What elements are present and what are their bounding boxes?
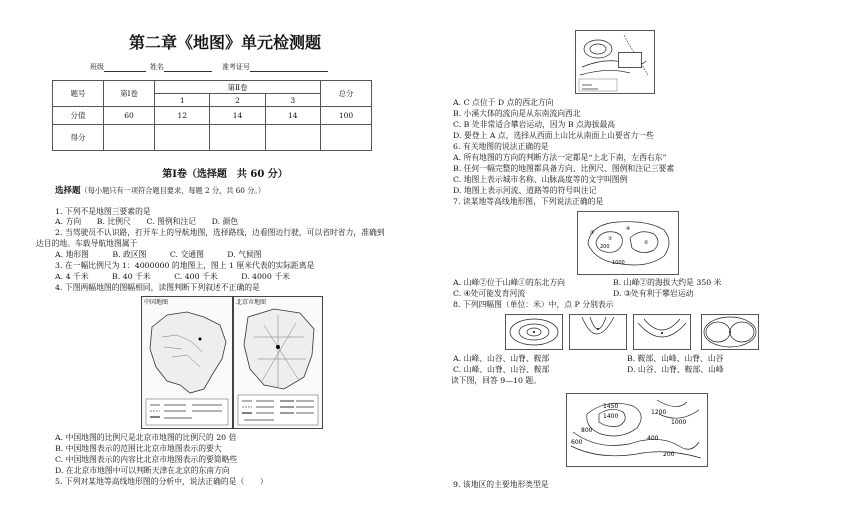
name-field bbox=[150, 62, 212, 72]
q6-option-a: A. 所有地图的方向的判断方法一定都是“上北下南，左西右东” bbox=[453, 153, 667, 162]
q7-option-b: B. 山峰②的海拔大约是 350 米 bbox=[613, 278, 722, 287]
exam-no-blank[interactable] bbox=[250, 63, 328, 72]
q5-option-d: D. 要登上 A 点，选择从西面上山比从南面上山要省力一些 bbox=[453, 131, 654, 140]
q7-option-c: C. ④处可能发育河流 bbox=[453, 289, 526, 298]
q7-label-1000: 1000 bbox=[612, 260, 625, 266]
china-map-drawing bbox=[142, 297, 232, 428]
part2-cell: 第Ⅱ卷 bbox=[155, 81, 321, 94]
q8-option-c: C. 山峰、山脊、山谷、鞍部 bbox=[453, 365, 550, 374]
q5-inset bbox=[618, 52, 642, 68]
exam-no-field bbox=[222, 62, 328, 72]
beijing-map-drawing bbox=[234, 297, 322, 428]
q4-option-a: A. 中国地图的比例尺是北京市地图的比例尺的 20 倍 bbox=[55, 433, 237, 442]
q7-stem: 7. 读某地等高线地形图，下列说法正确的是 bbox=[453, 197, 604, 206]
class-blank[interactable] bbox=[104, 63, 146, 72]
q1-stem: 1. 下列不是地图三要素的是 bbox=[55, 207, 151, 216]
q4-option-d: D. 在北京市地图中可以判断天津在北京的东南方向 bbox=[55, 466, 230, 475]
q4-option-b: B. 中国地图表示的范围比北京市地图表示的要大 bbox=[55, 444, 222, 453]
score-label-cell: 得分 bbox=[53, 125, 104, 151]
q8-option-b: B. 鞍部、山峰、山脊、山谷 bbox=[627, 354, 724, 363]
q8-figure-4-drawing bbox=[702, 315, 758, 349]
q7-label-3: ③ bbox=[590, 230, 595, 236]
q9-contour-figure bbox=[566, 393, 708, 467]
q2-options: A. 地形图 B. 政区图 C. 交通图 D. 气候图 bbox=[55, 250, 262, 259]
china-map-title: 中国地图 bbox=[144, 299, 169, 306]
q1-options: A. 方向 B. 比例尺 C. 图例和注记 D. 颜色 bbox=[55, 217, 239, 226]
contour-label-400: 400 bbox=[647, 435, 659, 442]
q5-stem: 5. 下列对某地等高线地形图的分析中，说法正确的是（ ） bbox=[55, 477, 268, 486]
q9-stem: 9. 该地区的主要地形类型是 bbox=[453, 480, 549, 489]
q2-stem: 2. 当驾驶员不认识路，打开车上的导航地图，选择路线，边看图边行驶，可以省时省力，准确到 bbox=[55, 228, 385, 237]
contour-label-800: 800 bbox=[581, 427, 593, 434]
china-map-figure bbox=[141, 296, 233, 429]
q-label-cell: 题号 bbox=[53, 81, 104, 107]
q4-stem: 4. 下图两幅地图的图幅相同，读图判断下列叙述不正确的是 bbox=[55, 283, 260, 292]
q7-option-a: A. 山峰②位于山峰①的东北方向 bbox=[453, 278, 565, 287]
value-label-cell: 分值 bbox=[53, 107, 104, 125]
q7-contour-drawing bbox=[578, 212, 678, 274]
value-cell-4: 14 bbox=[265, 107, 320, 125]
q6-option-d: D. 地图上表示河流、道路等的符号叫注记 bbox=[453, 186, 597, 195]
intro-rest: （每小题只有一项符合题目要求，每题 2 分，共 60 分。） bbox=[80, 186, 266, 195]
value-cell-5: 100 bbox=[320, 107, 371, 125]
contour-label-1450: 1450 bbox=[603, 403, 619, 410]
q6-option-b: B. 任何一幅完整的地图都具备方向、比例尺、图例和注记三要素 bbox=[453, 164, 675, 173]
q8-stem: 8. 下列四幅图（单位：米）中，点 P 分别表示 bbox=[453, 300, 614, 309]
class-field bbox=[90, 62, 146, 72]
sub-cell-1: 1 bbox=[155, 94, 210, 107]
q8-figure-1-drawing bbox=[506, 315, 562, 349]
page-title: 第二章《地图》单元检测题 bbox=[128, 33, 321, 52]
contour-label-1000: 1000 bbox=[671, 419, 687, 426]
q4-option-c: C. 中国地图表示的内容比北京市地图表示的要简略些 bbox=[55, 455, 238, 464]
q8-figure-1 bbox=[505, 314, 563, 350]
score-input-5[interactable] bbox=[320, 125, 371, 151]
read-instruction: 读下图，回答 9—10 题。 bbox=[451, 376, 542, 385]
q7-label-200: 200 bbox=[600, 244, 610, 250]
sub-cell-2: 2 bbox=[210, 94, 265, 107]
contour-label-200: 200 bbox=[663, 451, 675, 458]
section-intro bbox=[55, 186, 265, 196]
q3-stem: 3. 在一幅比例尺为 1：4000000 的地图上，图上 1 厘米代表的实际距离是 bbox=[55, 261, 315, 270]
q8-figure-2-drawing bbox=[570, 315, 626, 349]
contour-label-1400: 1400 bbox=[603, 413, 619, 420]
exam-no-label: 准考证号 bbox=[222, 63, 250, 71]
beijing-map-figure bbox=[233, 296, 323, 429]
q8-figure-2 bbox=[569, 314, 627, 350]
score-input-4[interactable] bbox=[265, 125, 320, 151]
value-cell-1: 60 bbox=[104, 107, 155, 125]
q8-option-d: D. 山谷、山脊、鞍部、山峰 bbox=[627, 365, 724, 374]
sub-cell-3: 3 bbox=[265, 94, 320, 107]
q7-label-4: ④ bbox=[626, 226, 631, 232]
value-cell-3: 14 bbox=[210, 107, 265, 125]
q7-label-1: ① bbox=[608, 236, 613, 242]
intro-bold: 选择题 bbox=[55, 186, 81, 196]
contour-label-600: 600 bbox=[571, 439, 583, 446]
q8-figure-3-drawing bbox=[634, 315, 690, 349]
score-input-1[interactable] bbox=[104, 125, 155, 151]
score-table bbox=[52, 80, 372, 151]
total-cell: 总分 bbox=[320, 81, 371, 107]
q8-option-a: A. 山峰、山谷、山脊、鞍部 bbox=[453, 354, 550, 363]
q5-option-b: B. 小溪大体的流向是从东南流向西北 bbox=[453, 109, 581, 118]
q2-stem-cont: 达目的地。车载导航地图属于 bbox=[36, 239, 138, 248]
q6-option-c: C. 地图上表示城市名称、山脉高度等的文字叫图例 bbox=[453, 175, 628, 184]
q9-contour-drawing bbox=[567, 394, 707, 466]
part1-cell: 第Ⅰ卷 bbox=[104, 81, 155, 107]
q5-option-c: C. B 处非常适合攀岩运动，因为 B 点海拔最高 bbox=[453, 120, 616, 129]
score-input-2[interactable] bbox=[155, 125, 210, 151]
score-input-3[interactable] bbox=[210, 125, 265, 151]
q8-figure-4 bbox=[701, 314, 759, 350]
contour-label-1200: 1200 bbox=[651, 409, 667, 416]
class-label: 班级 bbox=[90, 63, 104, 71]
q6-stem: 6. 有关地图的说法正确的是 bbox=[453, 142, 549, 151]
name-blank[interactable] bbox=[164, 63, 212, 72]
q3-options: A. 4 千米 B. 40 千米 C. 400 千米 D. 4000 千米 bbox=[55, 272, 290, 281]
beijing-map-title: 北京市地图 bbox=[236, 299, 267, 306]
q7-contour-figure bbox=[577, 211, 679, 275]
q8-figure-3 bbox=[633, 314, 691, 350]
value-cell-2: 12 bbox=[155, 107, 210, 125]
q5-contour-figure bbox=[575, 30, 655, 94]
q5-contour-drawing bbox=[576, 31, 654, 93]
name-label: 姓名 bbox=[150, 63, 164, 71]
q7-option-d: D. ③处有利于攀岩运动 bbox=[613, 289, 694, 298]
q5-option-a: A. C 点位于 D 点的西北方向 bbox=[453, 98, 554, 107]
q7-label-2: ② bbox=[644, 240, 649, 246]
section-heading: 第Ⅰ卷（选择题 共 60 分） bbox=[162, 169, 288, 180]
